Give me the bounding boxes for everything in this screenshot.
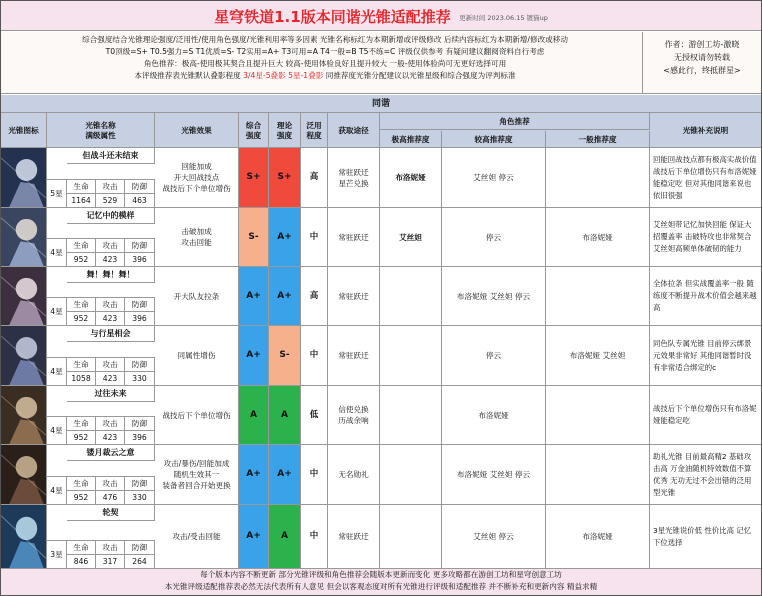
light-cone-image	[1, 505, 47, 568]
high-recommend	[380, 267, 442, 325]
high-recommend: 艾丝妲	[380, 208, 442, 266]
light-cone-image	[1, 267, 47, 325]
stat-block	[67, 357, 155, 385]
effect-text: 击破加成 攻击回能	[155, 208, 239, 266]
low-recommend	[546, 445, 650, 504]
def-value: 396	[125, 311, 155, 325]
atk-label: 攻击	[96, 540, 125, 554]
mid-recommend: 布洛妮娅	[442, 386, 546, 444]
hp-value: 952	[67, 490, 96, 504]
light-cone-image	[1, 445, 47, 504]
def-label: 防御	[125, 238, 155, 252]
name-spacer	[47, 386, 67, 417]
star-rating: 4星	[47, 297, 67, 325]
source-text: 常驻跃迁	[328, 505, 380, 568]
source-text: 无名勋礼	[328, 445, 380, 504]
light-cone-image	[1, 208, 47, 266]
stat-block	[67, 297, 155, 325]
light-cone-image	[1, 148, 47, 207]
light-cone-name: 镂月裁云之意	[67, 445, 155, 461]
source-text: 常驻跃迁 星芒兑换	[328, 148, 380, 207]
overall-grade: A+	[239, 445, 269, 504]
star-rating: 4星	[47, 357, 67, 385]
def-value: 264	[125, 554, 155, 568]
theory-grade: A+	[269, 445, 301, 504]
def-value: 396	[125, 252, 155, 266]
star-rating: 4星	[47, 416, 67, 444]
stat-block	[67, 540, 155, 568]
overall-grade: A+	[239, 505, 269, 568]
header-low: 一般推荐度	[546, 131, 650, 148]
header-overall: 综合 强度	[239, 113, 269, 148]
table-header	[1, 113, 761, 148]
page-title: 星穹铁道1.1版本同谐光锥适配推荐	[214, 8, 451, 26]
star-rating: 4星	[47, 476, 67, 504]
light-cone-name: 记忆中的模样	[67, 208, 155, 224]
star-rating: 3星	[47, 540, 67, 568]
note-text: 回能回战技点都有极高实战价值 战技后下单位增伤只有布洛妮娅能稳定吃 但对其他同谐来说也依旧很强	[653, 154, 757, 200]
table-row	[1, 326, 761, 386]
def-value: 330	[125, 371, 155, 385]
effect-text: 同属性增伤	[155, 326, 239, 385]
name-spacer	[47, 445, 67, 477]
overall-grade: A+	[239, 326, 269, 385]
header-mid: 较高推荐度	[442, 131, 546, 148]
light-cone-name: 与行星相会	[67, 326, 155, 342]
general-level: 高	[301, 148, 328, 207]
header-theory: 理论 强度	[269, 113, 301, 148]
update-note: 更新时间 2023.06.15 镀猫up	[459, 14, 548, 22]
mid-recommend: 艾丝妲 停云	[442, 505, 546, 568]
atk-label: 攻击	[96, 297, 125, 311]
atk-label: 攻击	[96, 416, 125, 430]
effect-text: 开大队友拉条	[155, 267, 239, 325]
theory-grade: A+	[269, 208, 301, 266]
stat-block	[67, 179, 155, 207]
intro-line-4-suffix: 同推荐度光锥分配建议以光锥星级和综合强度为评判标准	[325, 71, 516, 80]
footer-line-2: 本光锥评级适配推荐表必然无法代表所有人意见 但会以客观态度对所有光锥进行评级和适配推荐 并不断补充和更新内容 精益求精	[164, 582, 598, 591]
theory-grade: A	[269, 386, 301, 444]
mid-recommend: 停云	[442, 326, 546, 385]
header-note: 光锥补充说明	[682, 125, 729, 135]
note-text: 战技后下个单位增伤只有布洛妮娅能稳定吃	[653, 404, 757, 425]
hp-label: 生命	[67, 179, 96, 193]
note-text: 全体拉条 但实战覆盖率一般 随练度不断提升战术价值会越来越高	[653, 279, 757, 312]
effect-text: 回能加成 开大回战技点 战技后下个单位增伤	[155, 148, 239, 207]
low-recommend: 布洛妮娅	[546, 208, 650, 266]
stat-block	[67, 238, 155, 266]
mid-recommend: 停云	[442, 208, 546, 266]
low-recommend	[546, 267, 650, 325]
atk-value: 423	[96, 252, 125, 266]
hp-label: 生命	[67, 540, 96, 554]
hp-label: 生命	[67, 357, 96, 371]
name-spacer	[47, 148, 67, 180]
overall-grade: A+	[239, 267, 269, 325]
name-spacer	[47, 267, 67, 298]
general-level: 高	[301, 267, 328, 325]
high-recommend	[380, 445, 442, 504]
star-rating: 5星	[47, 179, 67, 207]
low-recommend	[546, 386, 650, 444]
def-value: 463	[125, 193, 155, 207]
intro-line-3: 角色推荐：极高-使用极其契合且提升巨大 较高-使用体验良好且提升较大 一般-使用体验尚可无更好选择可用	[143, 59, 507, 68]
mid-recommend: 布洛妮娅 艾丝妲 停云	[442, 445, 546, 504]
low-recommend: 布洛妮娅	[546, 505, 650, 568]
general-level: 中	[301, 445, 328, 504]
def-label: 防御	[125, 297, 155, 311]
atk-value: 476	[96, 490, 125, 504]
header-general: 泛用 程度	[301, 113, 328, 148]
hp-value: 1164	[67, 193, 96, 207]
name-spacer	[47, 208, 67, 239]
header-high: 极高推荐度	[380, 131, 442, 148]
stat-block	[67, 416, 155, 444]
effect-text: 攻击/受击回能	[155, 505, 239, 568]
general-level: 中	[301, 208, 328, 266]
def-value: 396	[125, 430, 155, 444]
general-level: 中	[301, 326, 328, 385]
general-level: 中	[301, 505, 328, 568]
table-row	[1, 505, 761, 569]
high-recommend	[380, 386, 442, 444]
table-row	[1, 208, 761, 267]
author-notice: 无授权请勿转载	[674, 53, 730, 62]
atk-label: 攻击	[96, 179, 125, 193]
atk-value: 317	[96, 554, 125, 568]
source-text: 常驻跃迁	[328, 326, 380, 385]
name-spacer	[47, 505, 67, 541]
source-text: 常驻跃迁	[328, 208, 380, 266]
atk-label: 攻击	[96, 238, 125, 252]
header-icon: 光锥图标	[1, 113, 47, 148]
star-rating: 4星	[47, 238, 67, 266]
atk-label: 攻击	[96, 476, 125, 490]
mid-recommend: 艾丝妲 停云	[442, 148, 546, 207]
def-label: 防御	[125, 416, 155, 430]
high-recommend	[380, 326, 442, 385]
atk-label: 攻击	[96, 357, 125, 371]
intro-line-4-prefix: 本评级推荐表光锥默认叠影程度	[134, 71, 241, 80]
theory-grade: A+	[269, 267, 301, 325]
hp-value: 952	[67, 430, 96, 444]
def-label: 防御	[125, 357, 155, 371]
light-cone-image	[1, 326, 47, 385]
hp-label: 生命	[67, 476, 96, 490]
author-name: 作者：游创工坊-激晓	[664, 40, 740, 49]
atk-value: 423	[96, 430, 125, 444]
source-text: 信使兑换 历战余响	[328, 386, 380, 444]
author-motto: <感此行，终抵群星>	[663, 66, 741, 75]
header-name: 光锥名称 满级属性	[47, 113, 155, 148]
note-text: 助礼光锥 目前最高精2 基础攻击高 万金油随机特效数值不算优秀 无功无过不会出错的泛用型光锥	[653, 451, 752, 497]
intro-line-1: 综合强度结合光锥理论强度/泛用性/使用角色强度/光锥利用率等多因素 光锥名称标红为本期新增或评级修改 后续内容标红为本期新增/修改或移动	[82, 35, 568, 44]
def-label: 防御	[125, 540, 155, 554]
theory-grade: S-	[269, 326, 301, 385]
hp-value: 952	[67, 311, 96, 325]
table-row	[1, 267, 761, 326]
def-value: 330	[125, 490, 155, 504]
intro-line-2: T0顶级=S+ T0.5强力=S T1优质=S- T2实用=A+ T3可用=A T4一般=B T5不练=C 评级仅供参考 有疑问建议翻阅资料自行考虑	[105, 47, 545, 56]
title-bar	[1, 1, 761, 31]
low-recommend	[546, 148, 650, 207]
def-label: 防御	[125, 179, 155, 193]
note-text: 艾丝妲带记忆加快回能 保证大招覆盖率 击破特攻也非常契合艾丝妲高频单体破韧的能力	[653, 220, 752, 253]
theory-grade: A	[269, 505, 301, 568]
light-cone-name: 轮契	[67, 505, 155, 521]
high-recommend	[380, 505, 442, 568]
light-cone-name: 但战斗还未结束	[67, 148, 155, 164]
note-text: 3星光锥说价低 性价比高 记忆下位选择	[653, 525, 752, 547]
stat-block	[67, 476, 155, 504]
intro-section	[1, 32, 761, 94]
light-cone-name: 过往未来	[67, 386, 155, 402]
note-text: 同色队专属光锥 目前停云绑景元效果非常好 其他同谐暂时没有非常适合绑定的c	[653, 338, 752, 372]
table-row	[1, 445, 761, 505]
theory-grade: S+	[269, 148, 301, 207]
light-cone-image	[1, 386, 47, 444]
atk-value: 423	[96, 371, 125, 385]
general-level: 低	[301, 386, 328, 444]
low-recommend: 布洛妮娅 艾丝妲	[546, 326, 650, 385]
footer-line-1: 每个版本内容不断更新 部分光锥评级和角色推荐会随版本更新而变化 更多攻略都在游创工坊和星穹创意工坊	[200, 570, 562, 579]
high-recommend: 布洛妮娅	[380, 148, 442, 207]
hp-label: 生命	[67, 416, 96, 430]
intro-text	[5, 34, 645, 82]
table-row	[1, 148, 761, 208]
intro-line-4	[5, 70, 645, 82]
source-text: 常驻跃迁	[328, 267, 380, 325]
hp-value: 846	[67, 554, 96, 568]
header-role: 角色推荐	[380, 113, 650, 130]
hp-value: 1058	[67, 371, 96, 385]
author-box	[642, 32, 761, 94]
mid-recommend: 布洛妮娅 艾丝妲 停云	[442, 267, 546, 325]
def-label: 防御	[125, 476, 155, 490]
intro-line-4-highlight: 3/4星-5叠影 5星-1叠影	[243, 71, 324, 80]
hp-label: 生命	[67, 238, 96, 252]
hp-value: 952	[67, 252, 96, 266]
header-effect: 光锥效果	[155, 113, 239, 148]
footer	[1, 569, 761, 595]
light-cone-name: 舞！舞！舞！	[67, 267, 155, 283]
overall-grade: S+	[239, 148, 269, 207]
effect-text: 攻击/暴伤/回能加成 随机生效其一 装备者回合开始更换	[155, 445, 239, 504]
overall-grade: A	[239, 386, 269, 444]
table-row	[1, 386, 761, 445]
path-banner: 同谐	[1, 95, 761, 113]
effect-text: 战技后下个单位增伤	[155, 386, 239, 444]
atk-value: 529	[96, 193, 125, 207]
header-source: 获取途径	[328, 113, 380, 148]
overall-grade: S-	[239, 208, 269, 266]
atk-value: 423	[96, 311, 125, 325]
name-spacer	[47, 326, 67, 358]
hp-label: 生命	[67, 297, 96, 311]
